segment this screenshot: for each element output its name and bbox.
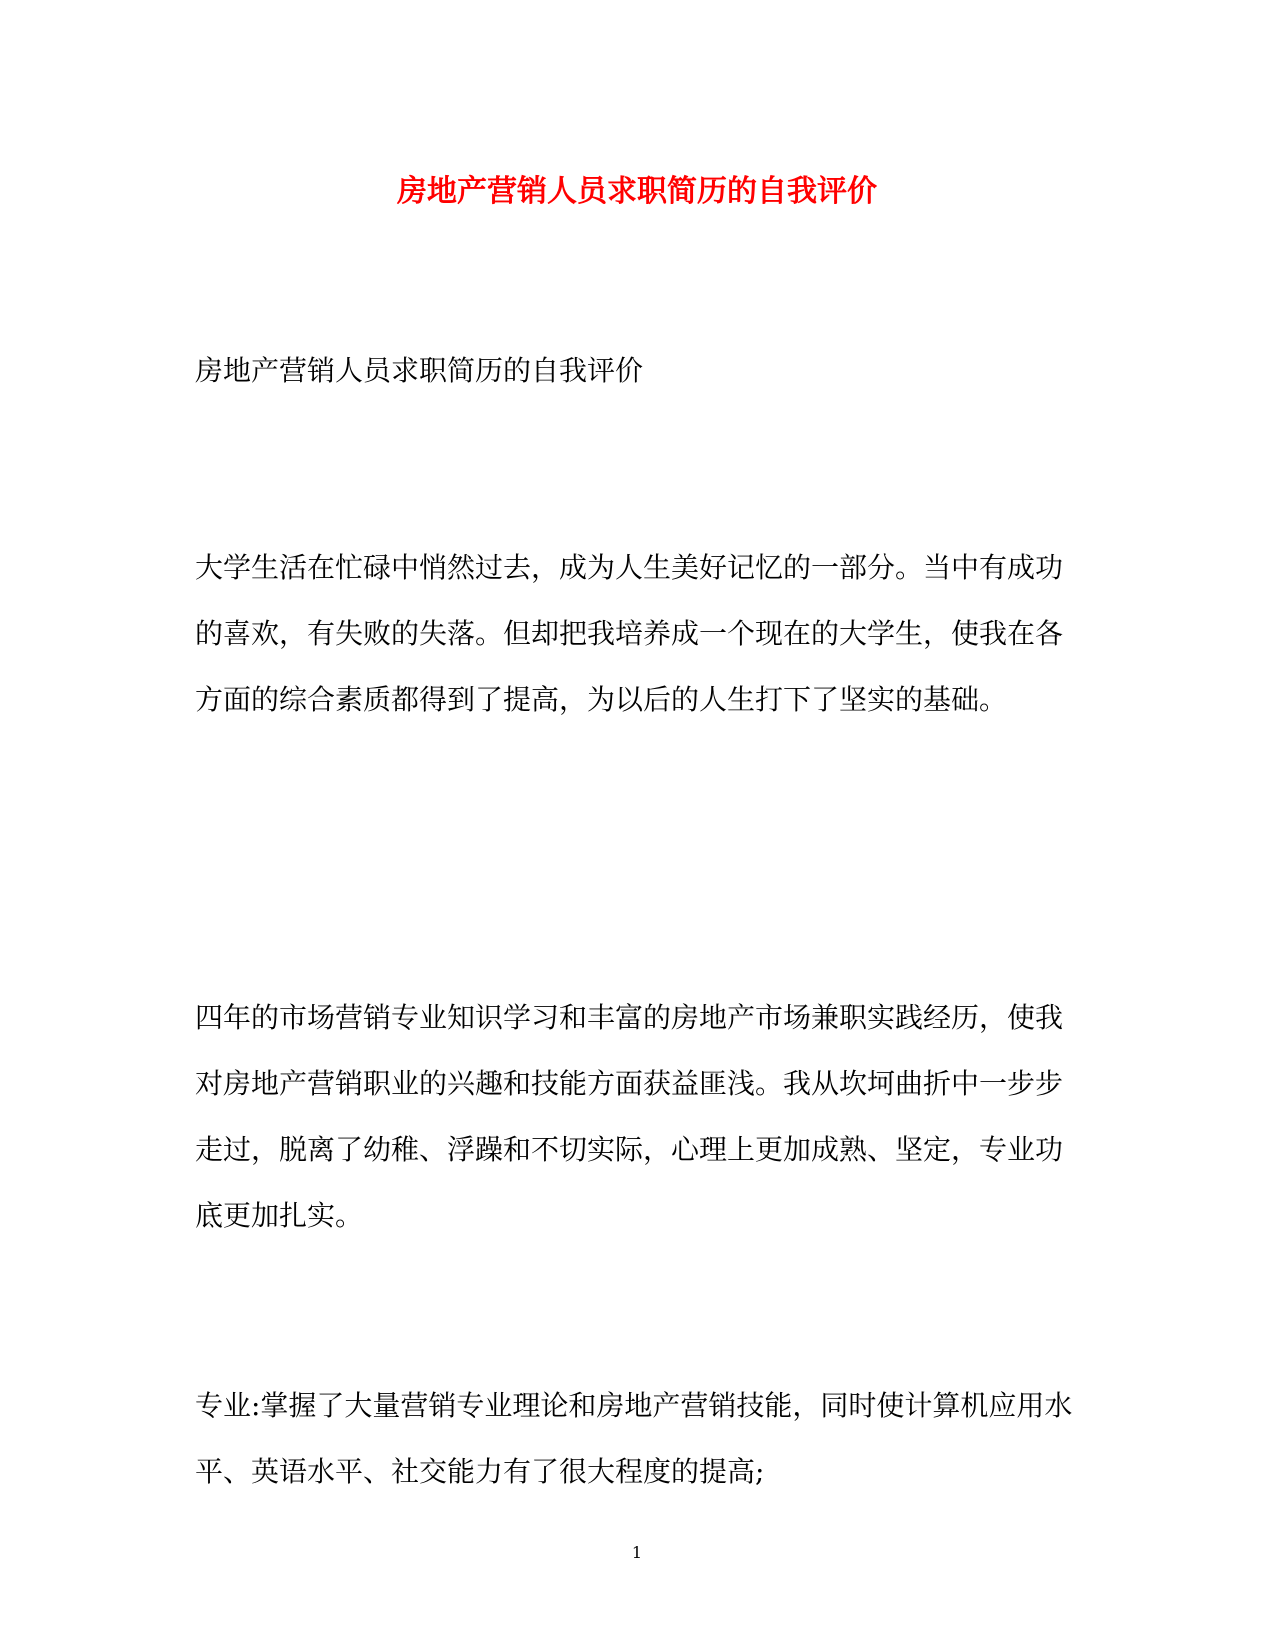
document-title: 房地产营销人员求职简历的自我评价 (397, 174, 877, 209)
document-subtitle: 房地产营销人员求职简历的自我评价 (195, 354, 644, 387)
paragraph-marketing-experience: 四年的市场营销专业知识学习和丰富的房地产市场兼职实践经历，使我对房地产营销职业的兴趣和技能方面获益匪浅。我从坎坷曲折中一步步走过，脱离了幼稚、浮躁和不切实际，心理上更加成熟、坚定，专业功底更加扎实。 (195, 1001, 1064, 1232)
page-number: 1 (631, 1543, 643, 1562)
paragraph-professional-skills: 专业:掌握了大量营销专业理论和房地产营销技能，同时使计算机应用水平、英语水平、社交能力有了很大程度的提高; (195, 1389, 1073, 1488)
paragraph-college-life: 大学生活在忙碌中悄然过去，成为人生美好记忆的一部分。当中有成功的喜欢，有失败的失落。但却把我培养成一个现在的大学生，使我在各方面的综合素质都得到了提高，为以后的人生打下了坚实的基础。 (195, 551, 1064, 716)
